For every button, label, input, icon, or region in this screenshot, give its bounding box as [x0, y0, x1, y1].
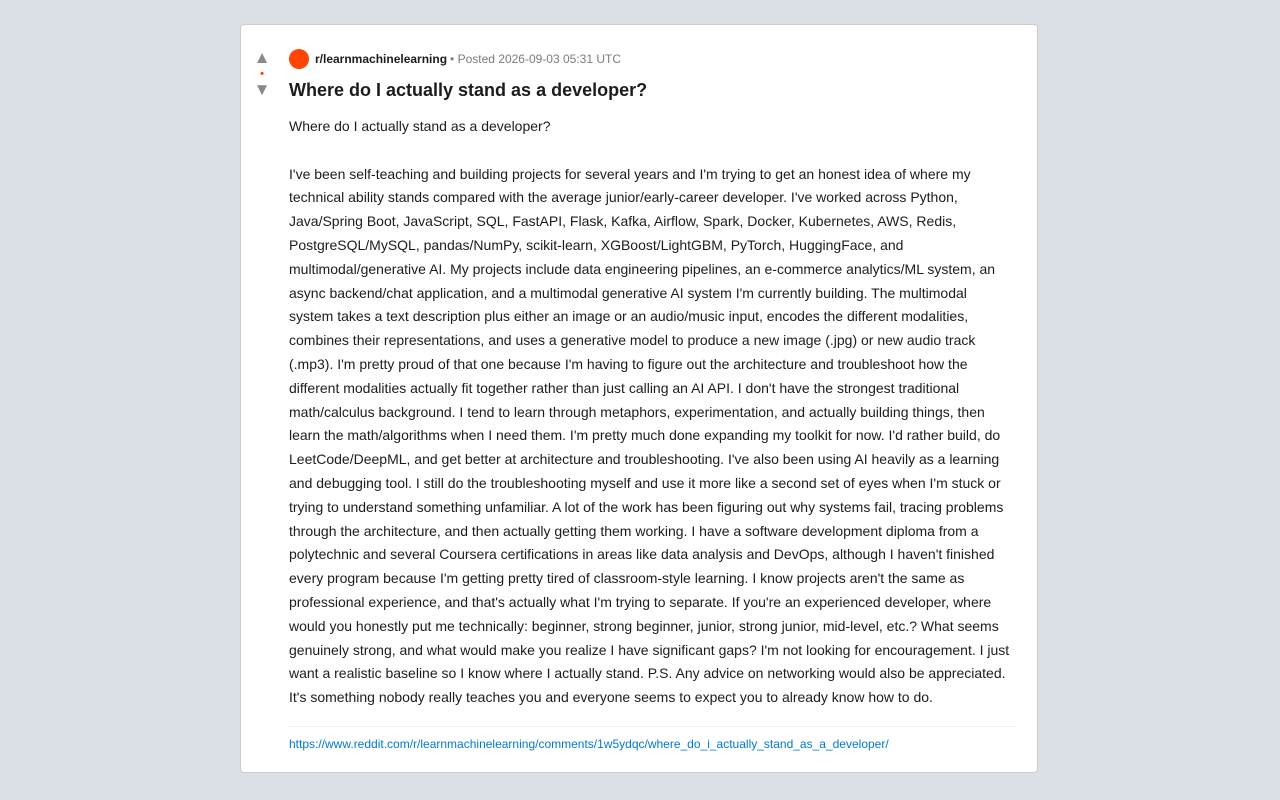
downvote-arrow-icon[interactable]: ▼: [253, 80, 271, 99]
post-body-main: I've been self-teaching and building projects for several years and I'm trying to get an honest idea of where my technical ability stands compared with the average junior/early-career developer. I've worked across Python, Java/Spring Boot, JavaScript, SQL, FastAPI, Flask, Kafka, Airflow, Spark, Docker, Kubernetes, AWS, Redis, PostgreSQL/MySQL, pandas/NumPy, scikit-learn, XGBoost/LightGBM, PyTorch, HuggingFace, and multimodal/generative AI. My projects include data engineering pipelines, an e-commerce analytics/ML system, an async backend/chat application, and a multimodal generative AI system I'm currently building. The multimodal system takes a text description plus either an image or an audio/music input, encodes the different modalities, combines their representations, and uses a generative model to produce a new image (.jpg) or new audio track (.mp3). I'm pretty proud of that one because I'm having to figure out the architecture and troubleshoot how the different modalities actually fit together rather than just calling an AI API. I don't have the strongest traditional math/calculus background. I tend to learn through metaphors, experimentation, and actually building things, then learn the math/algorithms when I need them. I'm pretty much done expanding my toolkit for now. I'd rather build, do LeetCode/DeepML, and get better at architecture and troubleshooting. I've also been using AI heavily as a learning and debugging tool. I still do the troubleshooting myself and use it more like a second set of eyes when I'm stuck or trying to understand something unfamiliar. A lot of the work has been figuring out why systems fail, tracing problems through the architecture, and then actually getting them working. I have a software development diploma from a polytechnic and several Coursera certifications in areas like data analysis and DevOps, although I haven't finished every program because I'm getting pretty tired of classroom-style learning. I know projects aren't the same as professional experience, and that's actually what I'm trying to separate. If you're an experienced developer, where would you honestly put me technically: beginner, strong beginner, junior, strong junior, mid-level, etc.? What seems genuinely strong, and what would make you realize I have significant gaps? I'm not looking for encouragement. I just want a realistic baseline so I know where I actually stand. P.S. Any advice on networking would also be appreciated. It's something nobody really teaches you and everyone seems to expect you to already know how to do.: [289, 165, 1010, 706]
post-meta: [289, 49, 1015, 69]
subreddit-name[interactable]: r/learnmachinelearning: [315, 52, 448, 66]
vote-score: •: [260, 68, 264, 80]
vote-column: [251, 49, 273, 99]
post-timestamp: • Posted 2026-09-03 05:31 UTC: [450, 52, 622, 66]
subreddit-avatar-icon[interactable]: [289, 49, 309, 69]
post-permalink[interactable]: https://www.reddit.com/r/learnmachinelearning/comments/1w5ydqc/where_do_i_actually_stand_as_a_developer/: [289, 736, 889, 751]
post-card: [240, 24, 1038, 773]
upvote-arrow-icon[interactable]: ▲: [253, 48, 271, 67]
divider: [289, 726, 1015, 727]
post-content: [289, 49, 1015, 752]
post-body-intro: Where do I actually stand as a developer?: [289, 118, 551, 134]
post-title[interactable]: Where do I actually stand as a developer?: [289, 80, 648, 100]
post-body: [289, 115, 1015, 710]
